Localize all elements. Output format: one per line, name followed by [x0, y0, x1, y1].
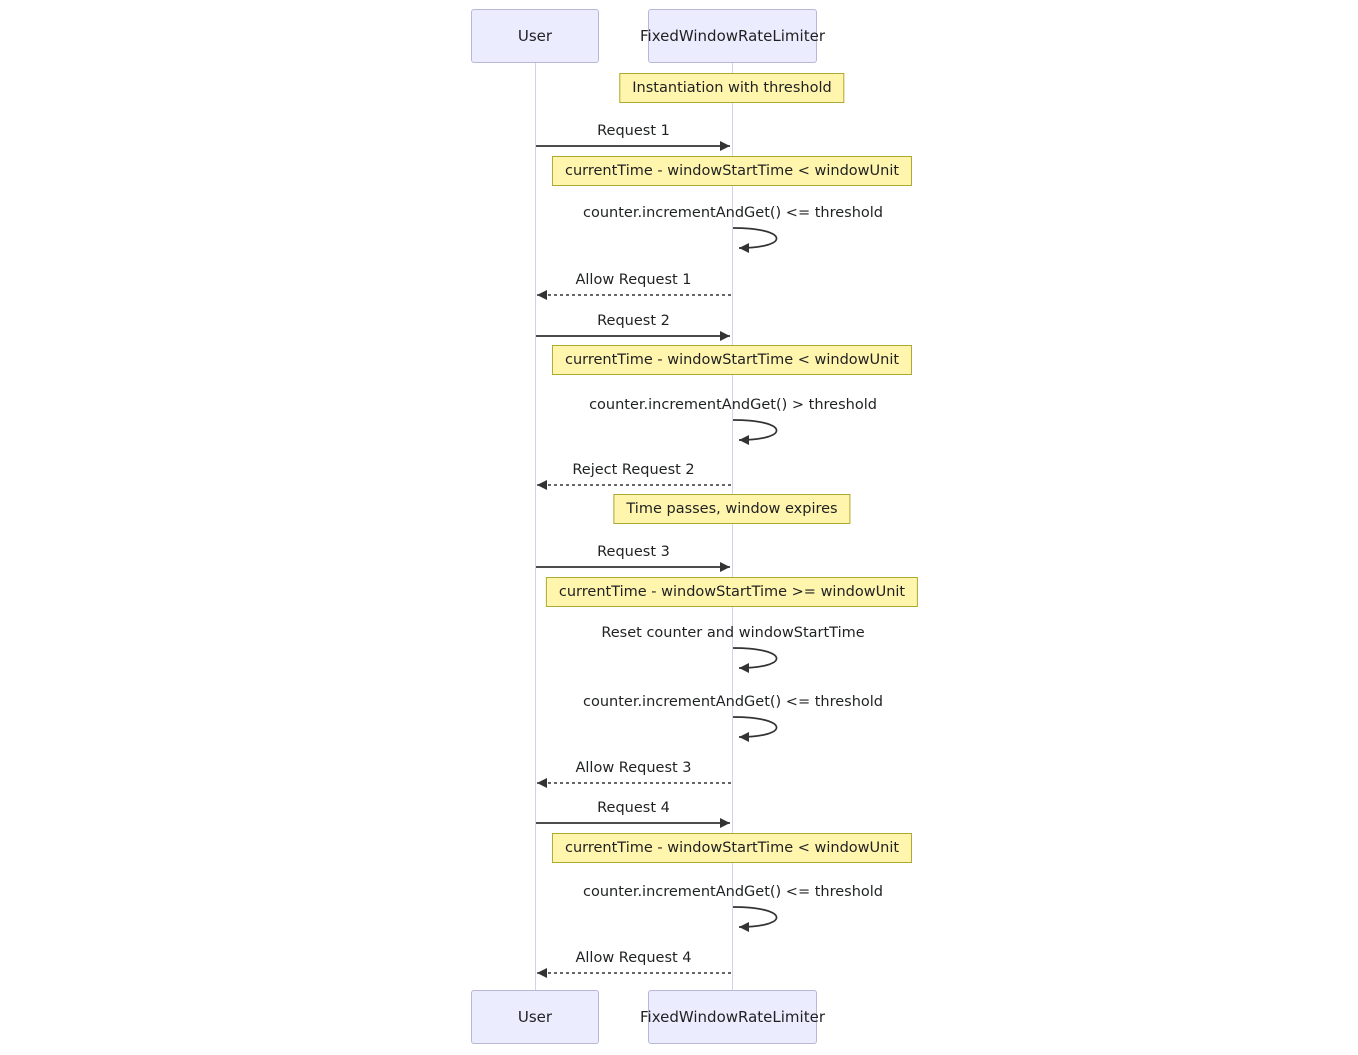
- note-window-active-1: currentTime - windowStartTime < windowUnit: [552, 156, 912, 186]
- self-message-increment-le-3: counter.incrementAndGet() <= threshold: [582, 884, 884, 900]
- note-window-active-2: currentTime - windowStartTime < windowUnit: [552, 345, 912, 375]
- lifeline-user: [535, 63, 536, 990]
- message-allow-1: Allow Request 1: [575, 272, 692, 288]
- actor-user-top-label: User: [517, 27, 553, 45]
- message-allow-3: Allow Request 3: [575, 760, 692, 776]
- self-loop-increment-1: [733, 228, 777, 248]
- note-window-active-3: currentTime - windowStartTime < windowUnit: [552, 833, 912, 863]
- actor-rate-limiter-bottom: [640, 990, 825, 1044]
- message-request-2: Request 2: [597, 313, 670, 329]
- self-message-increment-le-1: counter.incrementAndGet() <= threshold: [582, 205, 884, 221]
- actor-user-bottom: [471, 990, 599, 1044]
- actor-user-top: [471, 9, 599, 63]
- self-message-reset-counter: Reset counter and windowStartTime: [601, 625, 865, 641]
- note-window-expired: currentTime - windowStartTime >= windowUnit: [546, 577, 918, 607]
- self-loop-increment-3: [733, 907, 777, 927]
- self-loop-reset: [733, 648, 777, 668]
- self-loop-increment-gt: [733, 420, 777, 440]
- message-request-4: Request 4: [597, 800, 670, 816]
- message-request-1: Request 1: [597, 123, 670, 139]
- note-instantiation: Instantiation with threshold: [619, 73, 844, 103]
- actor-rate-limiter-top-label: FixedWindowRateLimiter: [640, 27, 825, 45]
- note-time-passes: Time passes, window expires: [613, 494, 850, 524]
- message-request-3: Request 3: [597, 544, 670, 560]
- message-allow-4: Allow Request 4: [575, 950, 692, 966]
- self-loop-increment-2: [733, 717, 777, 737]
- actor-user-bottom-label: User: [517, 1008, 553, 1026]
- self-message-increment-le-2: counter.incrementAndGet() <= threshold: [582, 694, 884, 710]
- self-message-increment-gt: counter.incrementAndGet() > threshold: [589, 397, 877, 413]
- actor-rate-limiter-bottom-label: FixedWindowRateLimiter: [640, 1008, 825, 1026]
- actor-rate-limiter-top: [640, 9, 825, 63]
- message-reject-2: Reject Request 2: [572, 462, 695, 478]
